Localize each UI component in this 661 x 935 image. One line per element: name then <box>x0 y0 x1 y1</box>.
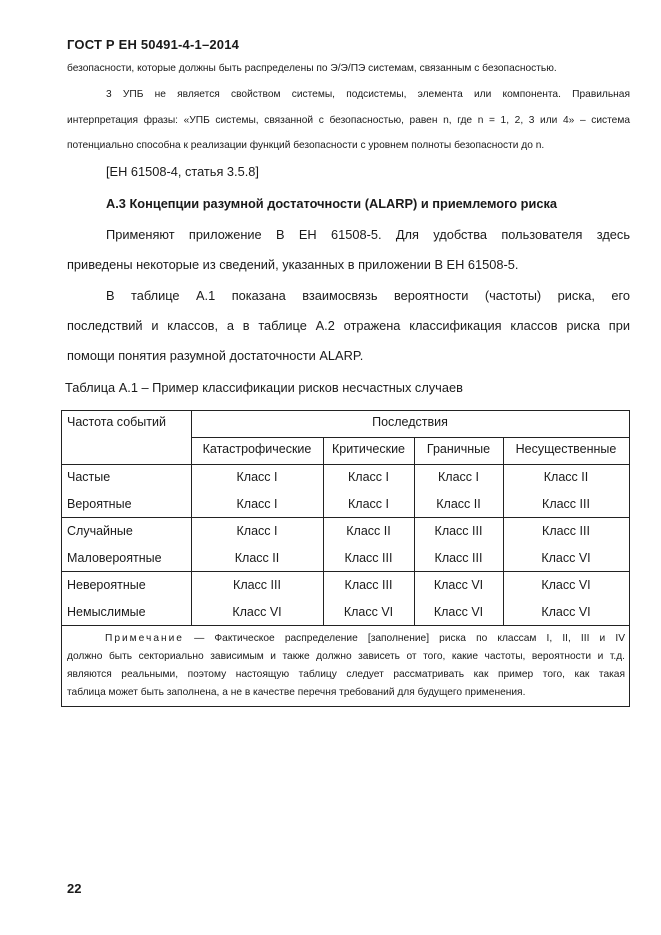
table-divider <box>62 517 629 518</box>
paragraph-line: Применяют приложение В ЕН 61508-5. Для удобства пользователя здесь <box>106 227 630 242</box>
risk-classification-table <box>61 410 630 707</box>
document-header: ГОСТ Р ЕН 50491-4-1–2014 <box>67 37 240 52</box>
row-label: Вероятные <box>67 497 132 511</box>
table-divider <box>62 625 629 626</box>
table-divider <box>191 437 629 438</box>
note-line-1: Примечание — Фактическое распределение [заполнение] риска по классам I, II, III и IV <box>105 633 625 644</box>
table-divider <box>62 464 629 465</box>
paragraph-line: последствий и классов, а в таблице А.2 отражена классификация классов риска при <box>67 318 630 333</box>
table-cell: Класс III <box>434 524 483 538</box>
paragraph-continuation: безопасности, которые должны быть распределены по Э/Э/ПЭ системам, связанным с безопасностью. <box>67 63 557 74</box>
subheader-catastrophic: Катастрофические <box>202 442 312 456</box>
table-cell: Класс I <box>236 470 278 484</box>
table-cell: Класс VI <box>541 605 591 619</box>
subheader-negligible: Несущественные <box>515 442 617 456</box>
note-3-line-2: интерпретация фразы: «УПБ системы, связанной с безопасностью, равен n, где n = 1, 2, 3 или 4» – система <box>67 115 630 126</box>
table-cell: Класс II <box>543 470 589 484</box>
table-cell: Класс II <box>436 497 481 511</box>
reference-citation: [ЕН 61508-4, статья 3.5.8] <box>106 164 259 179</box>
table-cell: Класс VI <box>541 578 591 592</box>
table-cell: Класс III <box>542 497 590 511</box>
table-cell: Класс I <box>348 470 389 484</box>
table-cell: Класс VI <box>433 578 484 592</box>
table-cell: Класс III <box>233 578 281 592</box>
table-cell: Класс I <box>236 497 278 511</box>
table-cell: Класс I <box>348 497 389 511</box>
note-3-line-3: потенциально способна к реализации функций безопасности с уровнем полноты безопасности до n. <box>67 140 545 151</box>
paragraph-line: приведены некоторые из сведений, указанных в приложении В ЕН 61508-5. <box>67 257 519 272</box>
note-line-2: должно быть секториально зависимым и также должно зависеть от того, какие частоты, вероятности и т.д. <box>67 651 625 662</box>
table-cell: Класс III <box>344 578 393 592</box>
table-cell: Класс I <box>236 524 278 538</box>
header-frequency: Частота событий <box>67 415 166 429</box>
table-cell: Класс III <box>434 551 483 565</box>
table-caption: Таблица А.1 – Пример классификации рисков несчастных случаев <box>65 380 463 395</box>
page-number: 22 <box>67 881 82 896</box>
table-cell: Класс III <box>542 524 590 538</box>
table-cell: Класс I <box>438 470 479 484</box>
table-cell: Класс VI <box>232 605 282 619</box>
note-label: Примечание <box>105 633 184 644</box>
row-label: Частые <box>67 470 111 484</box>
table-divider <box>62 571 629 572</box>
table-note <box>67 630 625 702</box>
paragraph-line: В таблице А.1 показана взаимосвязь вероятности (частоты) риска, его <box>106 288 630 303</box>
section-heading: А.3 Концепции разумной достаточности (ALARP) и приемлемого риска <box>106 196 557 211</box>
note-line-3: являются реальными, поэтому настоящую таблицу следует рассматривать как пример того, как такая <box>67 669 625 680</box>
table-cell: Класс II <box>346 524 391 538</box>
table-cell: Класс VI <box>541 551 591 565</box>
table-cell: Класс VI <box>433 605 484 619</box>
table-cell: Класс VI <box>343 605 394 619</box>
subheader-marginal: Граничные <box>426 442 491 456</box>
note-3-line-1: 3 УПБ не является свойством системы, подсистемы, элемента или компонента. Правильная <box>106 89 630 100</box>
row-label: Невероятные <box>67 578 146 592</box>
subheader-critical: Критические <box>331 442 406 456</box>
row-label: Случайные <box>67 524 133 538</box>
header-consequences: Последствия <box>372 415 448 429</box>
paragraph-line: помощи понятия разумной достаточности ALARP. <box>67 348 364 363</box>
table-cell: Класс III <box>344 551 393 565</box>
row-label: Немыслимые <box>67 605 146 619</box>
note-line-4: таблица может быть заполнена, а не в качестве перечня требований для будущего применения. <box>67 687 526 698</box>
table-cell: Класс II <box>234 551 280 565</box>
row-label: Маловероятные <box>67 551 162 565</box>
